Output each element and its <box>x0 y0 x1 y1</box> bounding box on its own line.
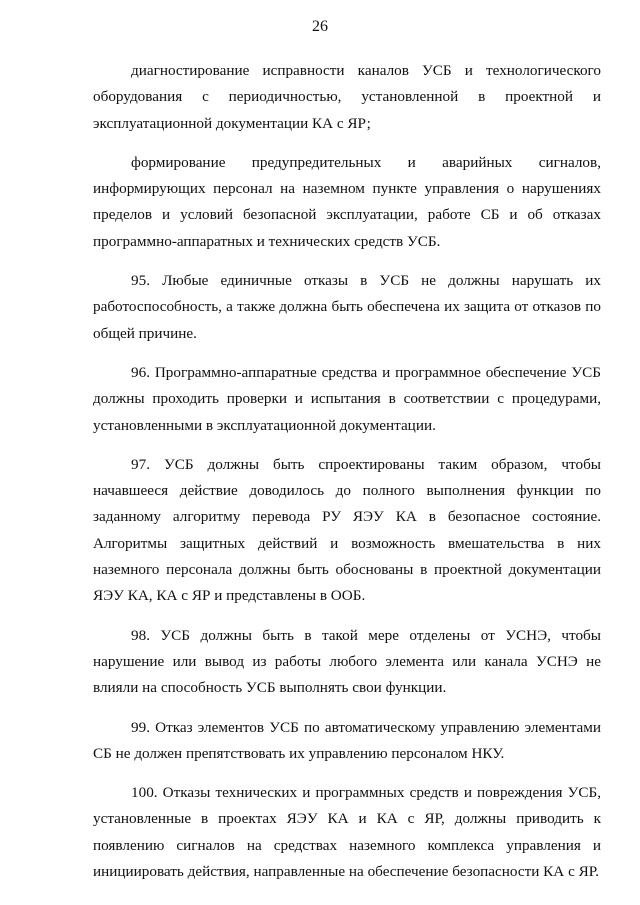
paragraph-warning-signals: формирование предупредительных и аварийных сигналов, информирующих персонал на наземном пункте управления о нарушениях пределов и условий безопасной эксплуатации, работе СБ и об отказах программно-аппаратных и технических средств УСБ. <box>93 153 601 250</box>
document-body <box>93 58 601 885</box>
paragraph-97: 97. УСБ должны быть спроектированы таким образом, чтобы начавшееся действие доводилось до полного выполнения функции по заданному алгоритму перевода РУ ЯЭУ КА в безопасное состояние. Алгоритмы защитных действий и возможность вмешательства в них наземного персонала должны быть обоснованы в проектной документации ЯЭУ КА, КА с ЯР и представлены в ООБ. <box>93 455 601 605</box>
page-number: 26 <box>312 18 328 35</box>
paragraph-100: 100. Отказы технических и программных средств и повреждения УСБ, установленные в проектах ЯЭУ КА и КА с ЯР, должны приводить к появлению сигналов на средствах наземного комплекса управления и инициировать действия, направленные на обеспечение безопасности КА с ЯР. <box>93 784 601 881</box>
paragraph-95: 95. Любые единичные отказы в УСБ не должны нарушать их работоспособность, а также должна быть обеспечена их защита от отказов по общей причине. <box>93 272 601 342</box>
paragraph-99: 99. Отказ элементов УСБ по автоматическому управлению элементами СБ не должен препятствовать их управлению персоналом НКУ. <box>93 718 601 762</box>
paragraph-usb-diagnostics: диагностирование исправности каналов УСБ и технологического оборудования с периодичностью, установленной в проектной и эксплуатационной документации КА с ЯР; <box>93 62 601 132</box>
paragraph-96: 96. Программно-аппаратные средства и программное обеспечение УСБ должны проходить проверки и испытания в соответствии с процедурами, установленными в эксплуатационной документации. <box>93 363 601 434</box>
paragraph-98: 98. УСБ должны быть в такой мере отделены от УСНЭ, чтобы нарушение или вывод из работы любого элемента или канала УСНЭ не влияли на способность УСБ выполнять свои функции. <box>93 626 601 697</box>
